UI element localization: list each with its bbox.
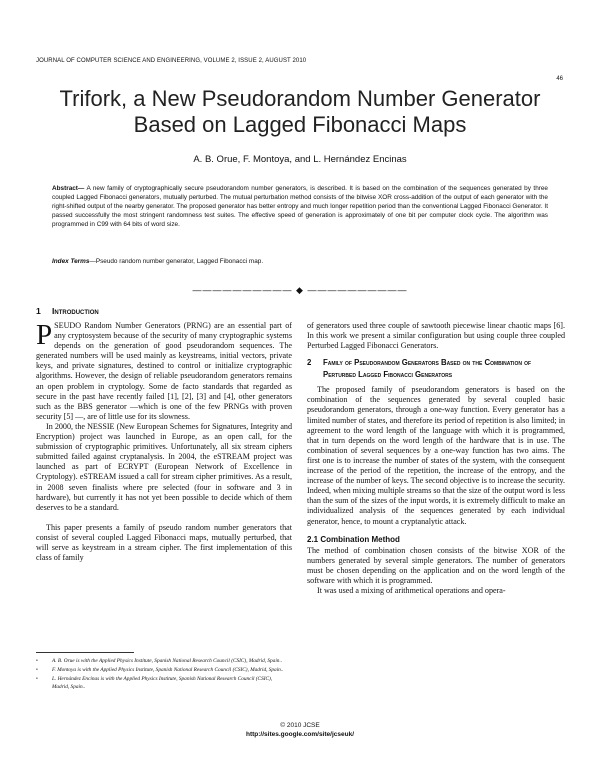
subsection-2-1-heading: 2.1 Combination Method [307,534,400,544]
footnote-3: • L. Hernández Encinas is with the Applied Physics Institute, Spanish National Research Council (CSIC), Madrid, Spain.. [36,675,288,691]
section-2-title: Family of Pseudorandom Generators Based on the Combination of Perturbed Lagged Fibonacci Generators [323,358,532,380]
footer-url[interactable]: http://sites.google.com/site/jcseuk/ [246,731,354,738]
index-terms-text: —Pseudo random number generator, Lagged Fibonacci map. [89,258,264,265]
intro-paragraph-2: In 2000, the NESSIE (New European Schemes for Signatures, Integrity and Encryption) project was launched in Europe, as an open call, for the submission of cryptographic primitives. Unfortunately, all six stream ciphers submitted failed against cryptanalysis. In 2004, the eSTREAM project was launched as part of ECRYPT (European Network of Excellence in Cryptology). eSTREAM issued a call for stream cipher primitives. As a result, in 2008 seven finalists where pre selected (four in software and 3 in hardware), but currently it has not yet been possible to decide which of them deserves to be a standard. [36,421,292,512]
footnote-1: • A. B. Orue is with the Applied Physics Institute, Spanish National Research Council (CSIC), Madrid, Spain.. [36,657,288,665]
intro-paragraph-3-continued: of generators used three couple of sawtooth piecewise linear chaotic maps [6]. In this work we present a similar configuration but using couple three coupled Perturbed Lagged Fibonacci Generators. [307,321,565,351]
journal-header: JOURNAL OF COMPUTER SCIENCE AND ENGINEERING, VOLUME 2, ISSUE 2, AUGUST 2010 [36,58,307,64]
intro-paragraph-1-text: SEUDO Random Number Generators (PRNG) are an essential part of any cryptosystem because of the security of many cryptographic systems depends on the generation of good pseudorandom sequences. The generated numbers will be used mainly as keystreams, initial vectors, private keys, and private signatures, destined to control or initialize cryptographic algorithms. However, the design of reliable pseudorandom generators remains an open problem in cryptology. Some de facto standards that regarded as secure in the past have recently failed [1], [2], [3] and [4], other generators such as the BBS generator —which is one of the few PRNGs with proven security [5] —, are of little use for its slowness. [36,321,292,421]
copyright: © 2010 JCSE [280,722,320,729]
subsection-2-1-paragraph-2: It was used a mixing of arithmetical operations and opera- [317,585,506,595]
section-2-heading [307,357,565,381]
section-2-number: 2 [307,358,312,368]
footnote-rule [36,652,134,653]
right-column [307,321,565,596]
section-1-heading [36,305,292,317]
index-terms [52,258,548,265]
intro-paragraph-1 [36,321,292,422]
footnote-2: • F. Montoya is with the Applied Physics Institute, Spanish National Research Council (CSIC), Madrid, Spain.. [36,666,288,674]
drop-cap: P [36,319,53,351]
abstract [52,184,548,229]
authors: A. B. Orue, F. Montoya, and L. Hernández Encinas [193,154,407,165]
left-column [36,305,292,563]
title-line-2: Based on Lagged Fibonacci Maps [133,112,467,137]
page-number: 46 [556,76,563,82]
abstract-text: A new family of cryptographically secure pseudorandom number generators, is described. It is based on the combination of the sequences generated by three coupled Lagged Fibonacci generators, mutually perturbed. The mutual perturbation method consists of the bitwise XOR cross-addition of the output of each generator with the right-shifted output of the nearby generator. The proposed generator has better entropy and much longer repetition period than the conventional Lagged Fibonacci Generator. It passed successfully the most stringent randomness test suites. The effective speed of generation is approximately of one bit per computer clock cycle. The algorithm was programmed in C99 with 64 bits of word size. [52,185,548,228]
footnotes [36,657,288,692]
abstract-label: Abstract— [52,185,85,192]
section-1-title: Introduction [52,306,99,316]
subsection-2-1-paragraph-1: The method of combination chosen consists of the bitwise XOR of the numbers generated by several simple generators. The number of generators must be chosen depending on the application and on the word length of the software with which it is programmed. [307,545,565,585]
section-separator: —————————— ◆ —————————— [192,285,408,295]
section-2-paragraph-1: The proposed family of pseudorandom generators is based on the combination of the sequences generated by several coupled basic pseudorandom generators, through a one-way function. Every generator has a limited number of states, and therefore its period of repetition is also limited; in agreement to the word length of the language with which it is programmed, that in turn depends on the word length of the hardware that is in use. The combination of several sequences by a one-way function has two aims. The first one is to increase the number of states of the system, with the consequent increase of the period of the repetition, the increase of the entropy, and the increase of the number of keys. The second objective is to increase the security. Indeed, when mixing multiple streams so that the size of the output word is less than the sum of the sizes of the input words, it is extremely difficult to make an individualized analysis of the sequences generated by each individual generator, hence, to mount a cryptanalytic attack. [307,385,565,526]
section-1-number: 1 [36,306,41,316]
paper-title [36,86,564,138]
index-terms-label: Index Terms [52,258,90,265]
title-line-1: Trifork, a New Pseudorandom Number Generator [59,86,541,111]
intro-paragraph-3: This paper presents a family of pseudo random number generators that consist of several coupled Lagged Fibonacci maps, mutually perturbed, that will serve as keystream in a stream cipher. The first implementation of this class of family [36,522,292,563]
